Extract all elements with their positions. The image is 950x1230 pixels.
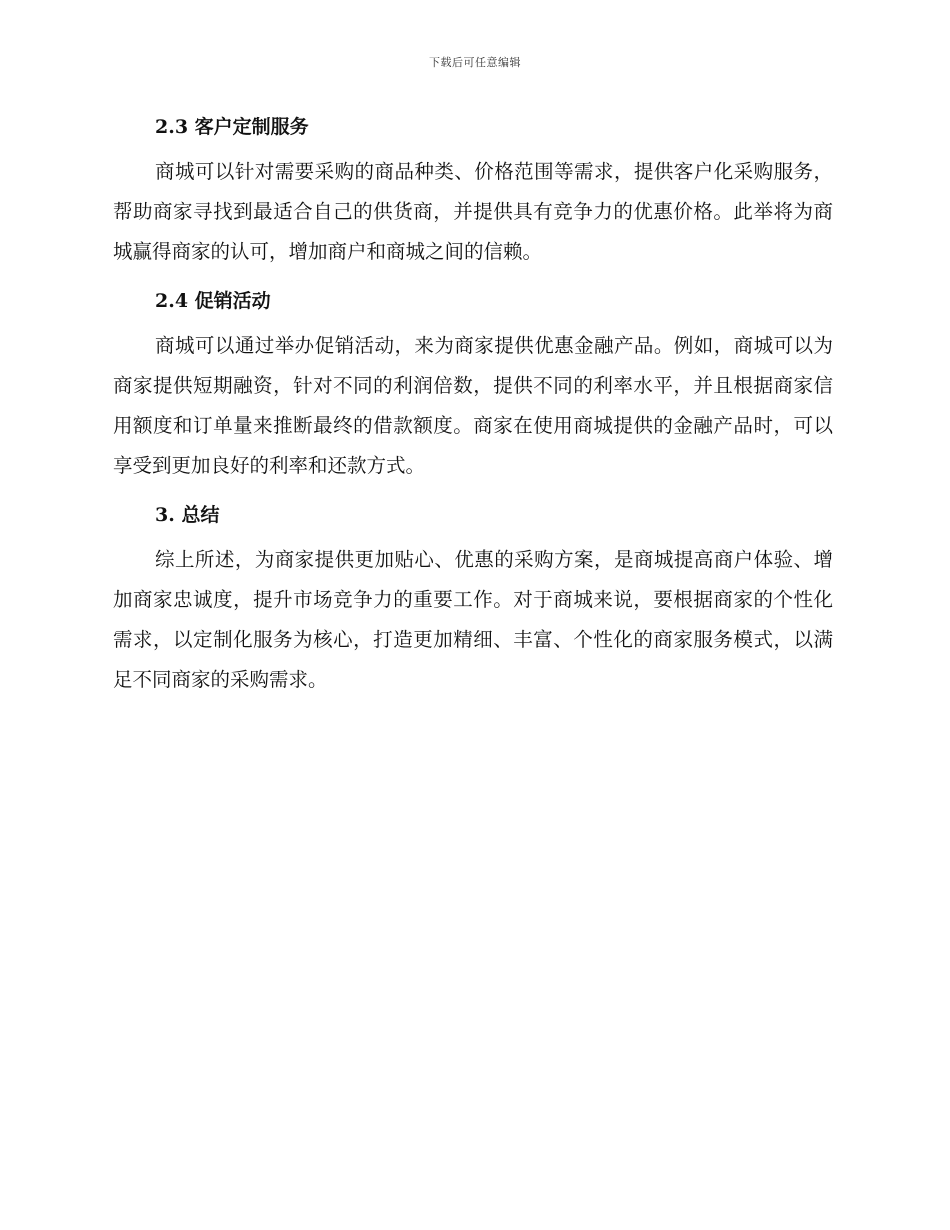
section-heading: 3. 总结 (155, 504, 220, 526)
section-heading: 2.4 促销活动 (155, 290, 271, 312)
section-paragraph: 综上所述，为商家提供更加贴心、优惠的采购方案，是商城提高商户体验、增加商家忠诚度，提升市场竞争力的重要工作。对于商城来说，要根据商家的个性化需求，以定制化服务为核心，打造更加精细、丰富、个性化的商家服务模式，以满足不同商家的采购需求。 (113, 548, 833, 691)
section-paragraph: 商城可以针对需要采购的商品种类、价格范围等需求，提供客户化采购服务，帮助商家寻找到最适合自己的供货商，并提供具有竞争力的优惠价格。此举将为商城赢得商家的认可，增加商户和商城之间的信赖。 (113, 160, 833, 263)
section-heading: 2.3 客户定制服务 (155, 116, 309, 138)
section-customer-service (113, 108, 833, 272)
document-body (113, 108, 833, 710)
page-header: 下载后可任意编辑 (429, 56, 521, 69)
section-paragraph: 商城可以通过举办促销活动，来为商家提供优惠金融产品。例如，商城可以为商家提供短期融资，针对不同的利润倍数，提供不同的利率水平，并且根据商家信用额度和订单量来推断最终的借款额度。商家在使用商城提供的金融产品时，可以享受到更加良好的利率和还款方式。 (113, 334, 833, 477)
section-promotion (113, 282, 833, 486)
section-summary (113, 496, 833, 700)
